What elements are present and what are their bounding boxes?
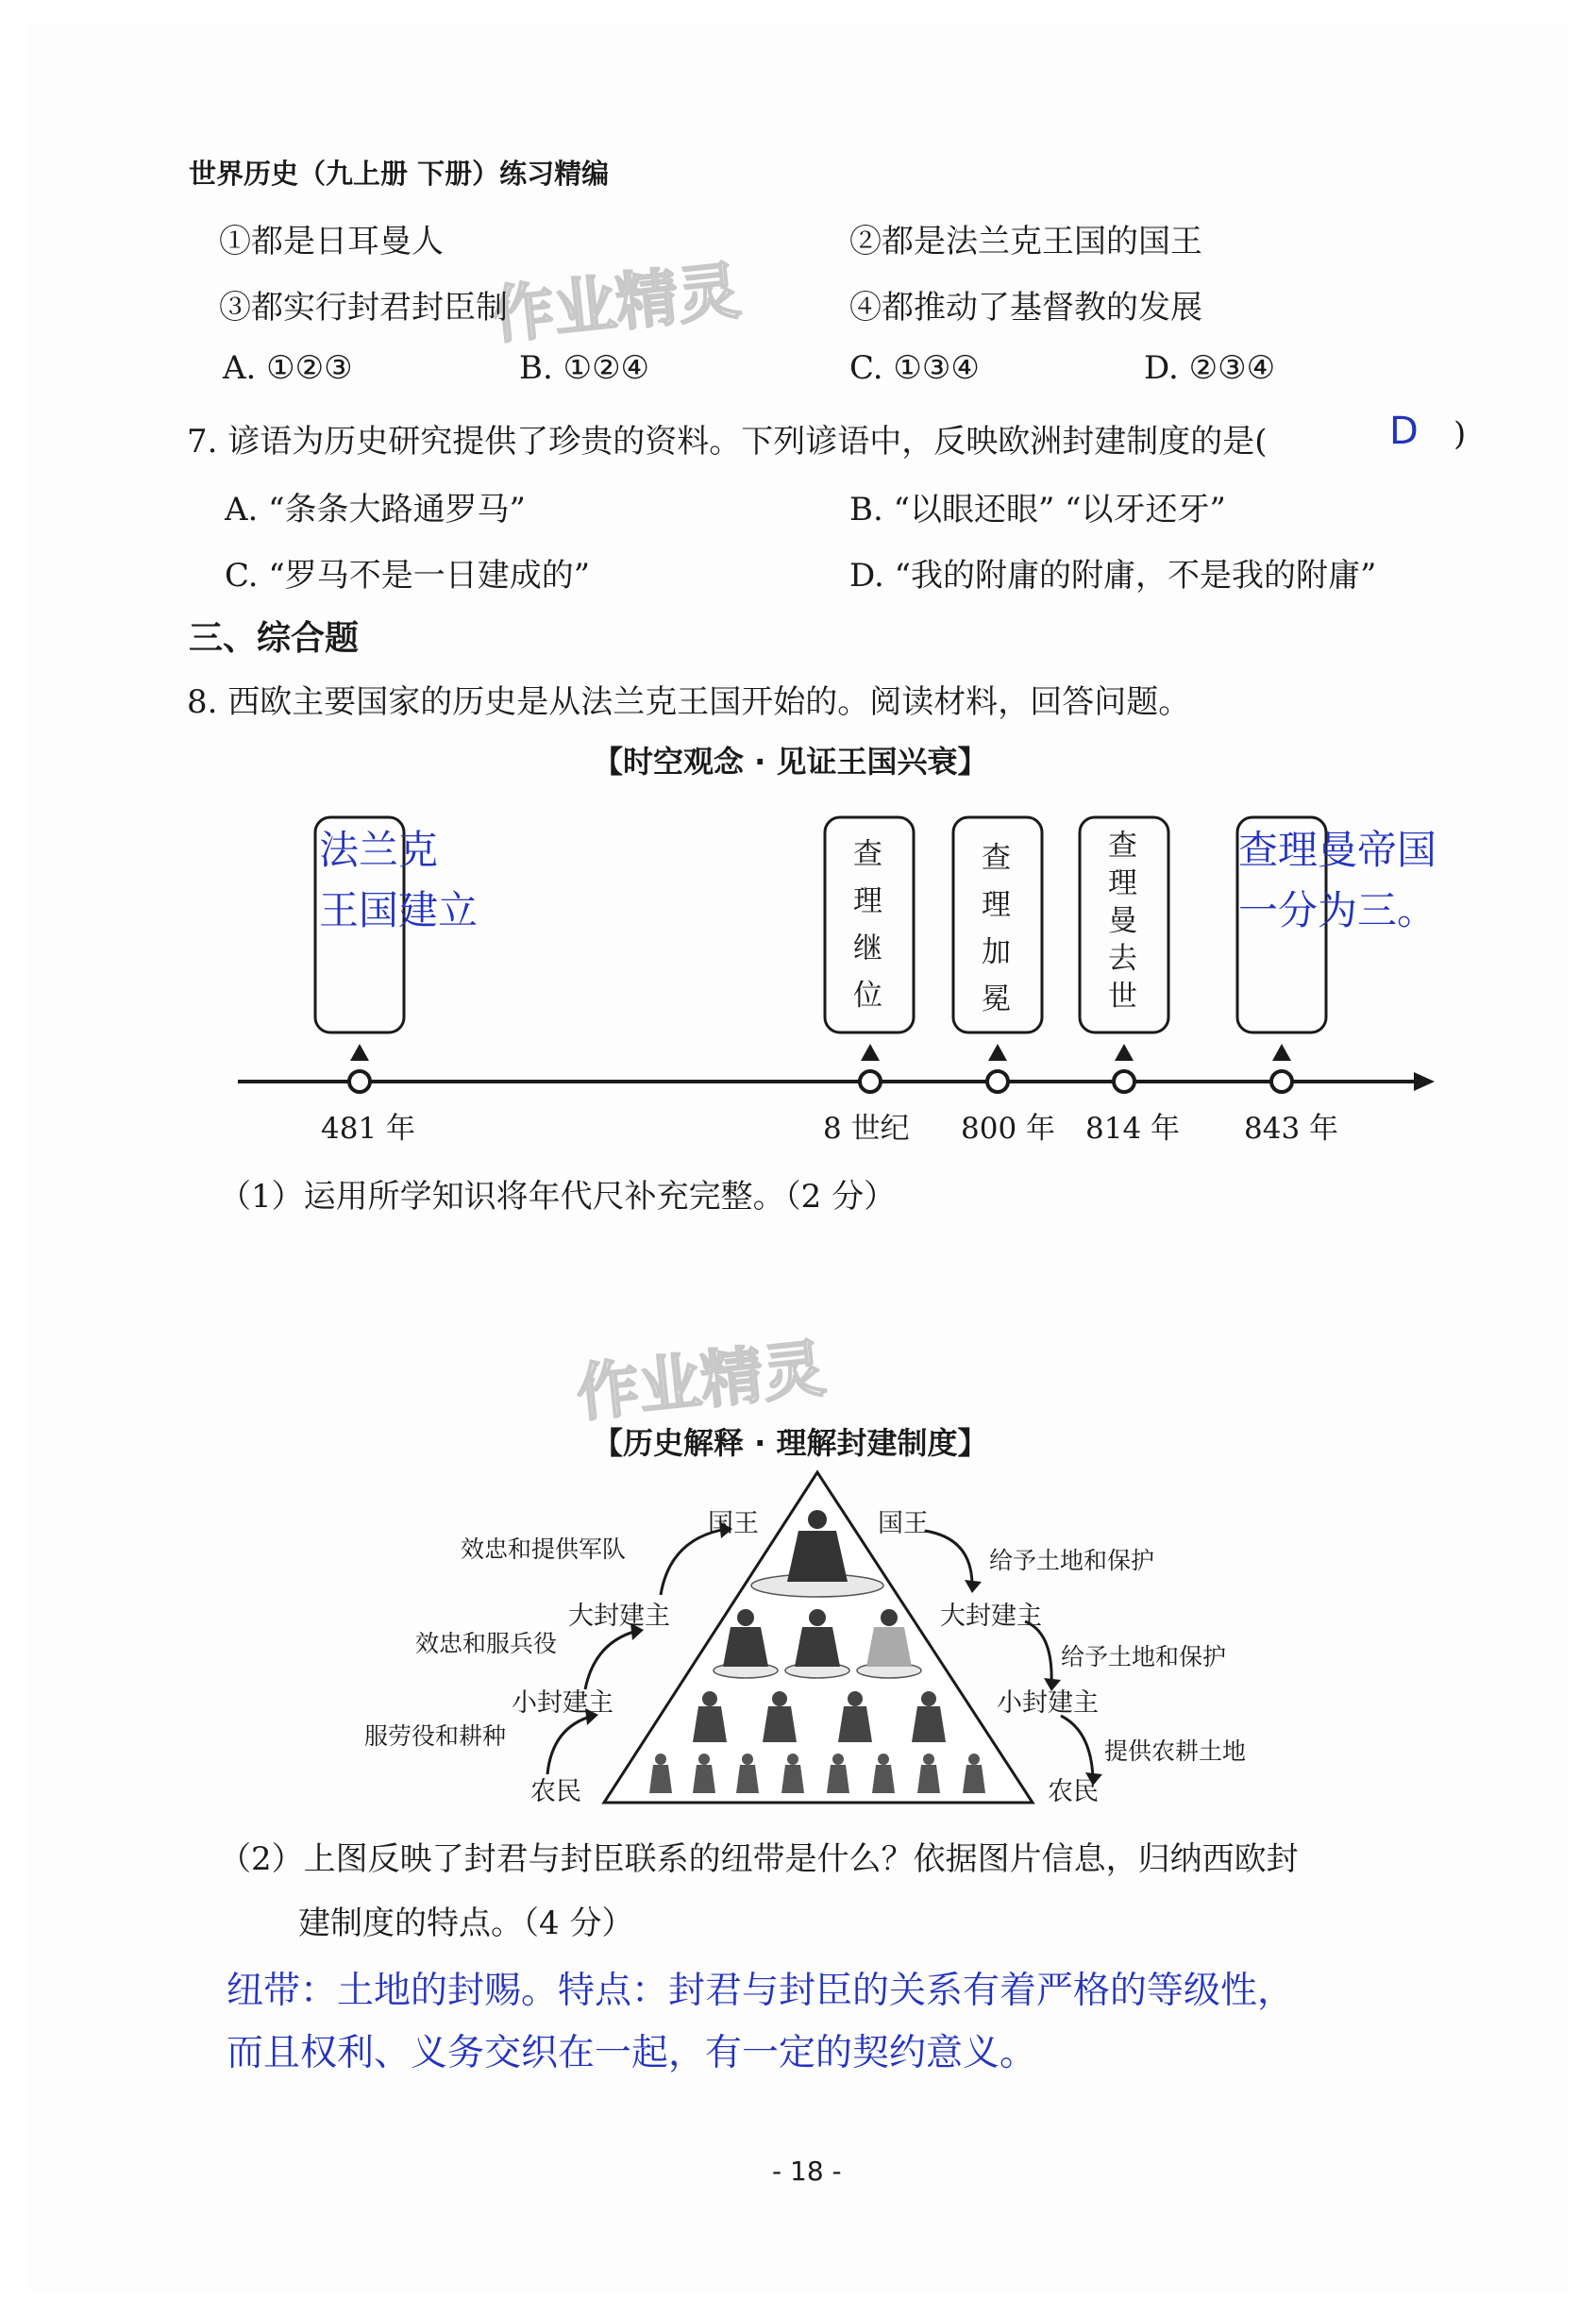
relation-down-3: 提供农耕土地 — [1104, 1737, 1247, 1765]
q6-statement-2: ②都是法兰克王国的国王 — [849, 223, 1202, 260]
relation-up-1: 效忠和提供军队 — [461, 1536, 627, 1563]
book-header: 世界历史（九上册 下册）练习精编 — [189, 158, 610, 190]
label-king-right: 国王 — [878, 1509, 929, 1538]
page-number: - 18 - — [772, 2156, 842, 2187]
pyramid-title: 【历史解释 · 理解封建制度】 — [593, 1425, 988, 1461]
timeline-date-5: 843 年 — [1244, 1112, 1339, 1146]
timeline-box-3-text: 查 理 加 冕 — [982, 841, 1011, 1016]
timeline-date-2: 8 世纪 — [823, 1112, 910, 1146]
timeline-answer-1a: 法兰克 — [319, 827, 439, 873]
arrow-down-1 — [925, 1531, 972, 1586]
label-peasant-right: 农民 — [1048, 1777, 1099, 1806]
q8-sub2-line2: 建制度的特点。（4 分） — [298, 1905, 634, 1942]
q6-option-c: C. ①③④ — [849, 349, 980, 387]
q8-sub1: （1）运用所学知识将年代尺补充完整。（2 分） — [219, 1178, 897, 1216]
q7-answer: D — [1389, 410, 1419, 453]
timeline-box-4-text: 查 理 曼 去 世 — [1108, 829, 1137, 1014]
q7-option-c: C. “罗马不是一日建成的” — [225, 557, 591, 595]
label-small-lord-right: 小封建主 — [997, 1688, 1099, 1718]
q6-statement-4: ④都推动了基督教的发展 — [849, 289, 1202, 327]
q7-option-a: A. “条条大路通罗马” — [225, 491, 526, 529]
label-great-lord-right: 大封建主 — [940, 1602, 1042, 1631]
q6-option-b: B. ①②④ — [519, 349, 650, 387]
relation-down-1: 给予土地和保护 — [989, 1547, 1155, 1574]
q6-statement-3: ③都实行封君封臣制 — [219, 289, 508, 327]
section-title: 三、综合题 — [189, 619, 360, 658]
relation-up-3: 服劳役和耕种 — [364, 1722, 507, 1750]
arrow-up-3 — [547, 1716, 593, 1774]
watermark: 作业精灵 — [488, 254, 744, 353]
arrow-up-2 — [585, 1631, 637, 1689]
q7-option-d: D. “我的附庸的附庸，不是我的附庸” — [849, 557, 1377, 595]
q8-sub2-line1: （2）上图反映了封君与封臣联系的纽带是什么？依据图片信息，归纳西欧封 — [219, 1840, 1299, 1878]
q6-option-a: A. ①②③ — [223, 349, 353, 387]
timeline-date-1: 481 年 — [321, 1112, 416, 1146]
timeline-date-3: 800 年 — [961, 1112, 1056, 1146]
label-small-lord-left: 小封建主 — [512, 1688, 613, 1718]
q6-statement-1: ①都是日耳曼人 — [219, 223, 444, 260]
watermark: 作业精灵 — [573, 1332, 829, 1431]
q7-close-paren: ) — [1453, 415, 1467, 453]
q7-stem: 7. 谚语为历史研究提供了珍贵的资料。下列谚语中，反映欧洲封建制度的是( — [187, 423, 1268, 461]
label-great-lord-left: 大封建主 — [568, 1602, 670, 1631]
timeline-box-2-text: 查 理 继 位 — [853, 837, 882, 1013]
great-lord-figures — [723, 1609, 912, 1667]
timeline-answer-5b: 一分为三。 — [1238, 887, 1437, 933]
timeline-date-4: 814 年 — [1085, 1112, 1181, 1146]
timeline-answer-5a: 查理曼帝国 — [1238, 827, 1437, 873]
timeline-title: 【时空观念 · 见证王国兴衰】 — [593, 744, 988, 780]
q6-option-d: D. ②③④ — [1144, 349, 1276, 387]
arrow-down-3 — [1061, 1716, 1093, 1778]
q7-option-b: B. “以眼还眼” “以牙还牙” — [849, 491, 1226, 529]
q8-answer-line1: 纽带：土地的封赐。特点：封君与封臣的关系有着严格的等级性， — [227, 1970, 1295, 2012]
label-peasant-left: 农民 — [530, 1777, 581, 1806]
q8-stem: 8. 西欧主要国家的历史是从法兰克王国开始的。阅读材料，回答问题。 — [187, 683, 1191, 721]
label-king-left: 国王 — [708, 1509, 759, 1538]
relation-down-2: 给予土地和保护 — [1061, 1643, 1227, 1670]
relation-up-2: 效忠和服兵役 — [415, 1630, 558, 1657]
timeline-answer-1b: 王国建立 — [319, 887, 479, 933]
q8-answer-line2: 而且权利、义务交织在一起，有一定的契约意义。 — [227, 2032, 1037, 2074]
